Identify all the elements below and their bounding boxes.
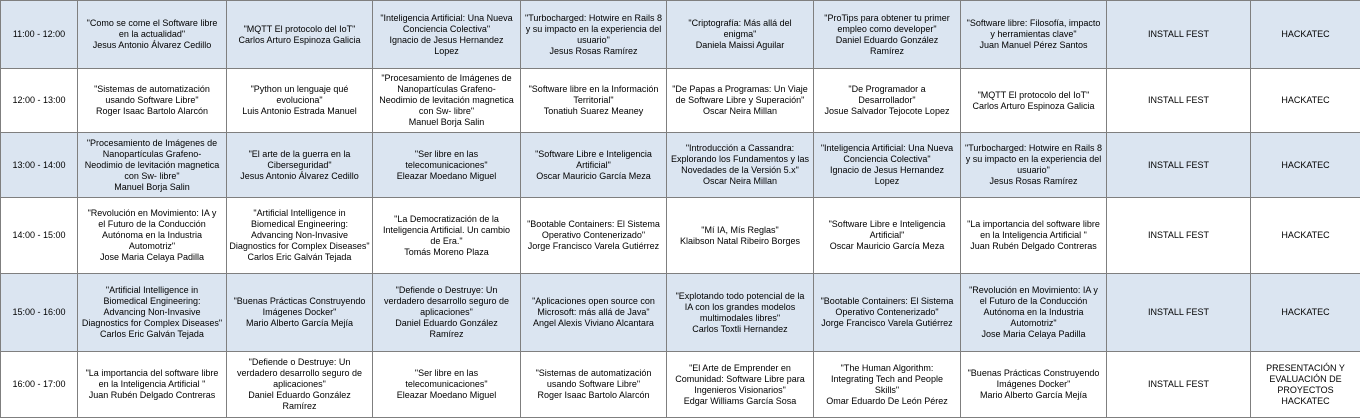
session-cell — [78, 198, 227, 274]
time-slot: 16:00 - 17:00 — [1, 352, 78, 418]
session-cell — [814, 133, 961, 198]
talk-title: "Como se come el Software libre en la actualidad" — [86, 18, 218, 39]
talk-speaker: Carlos Eric Galván Tejada — [247, 252, 352, 262]
session-cell — [78, 1, 227, 69]
talk-title: "Software libre: Filosofía, impacto y herramientas clave" — [966, 18, 1101, 39]
talk-title: "Aplicaciones open source con Microsoft: más allá de Java" — [532, 296, 655, 317]
talk-speaker: Jose Maria Celaya Padilla — [981, 329, 1086, 339]
talk-title: "Software Libre e Inteligencia Artificial" — [535, 148, 652, 170]
session-cell — [78, 352, 227, 418]
hackatec-cell: HACKATEC — [1251, 1, 1360, 69]
talk-title: "De Programador a Desarrollador" — [848, 84, 926, 105]
talk-title: "Turbocharged: Hotwire en Rails 8 y su impacto en la experiencia del usuario" — [965, 143, 1102, 175]
session-cell — [961, 69, 1107, 133]
session-cell — [78, 274, 227, 352]
talk-title: "Ser libre en las telecomunicaciones" — [405, 148, 488, 170]
session-cell — [521, 69, 667, 133]
session-cell — [373, 352, 521, 418]
talk-title: "Software Libre e Inteligencia Artificial" — [828, 219, 946, 240]
session-cell — [227, 69, 373, 133]
talk-speaker: Jesus Rosas Ramírez — [549, 45, 638, 56]
session-cell — [373, 274, 521, 352]
talk-speaker: Tomás Moreno Plaza — [404, 246, 489, 257]
session-cell — [78, 69, 227, 133]
talk-speaker: Omar Eduardo De León Pérez — [826, 395, 948, 406]
talk-title: "Mí IA, Mís Reglas" — [701, 224, 779, 235]
time-slot: 13:00 - 14:00 — [1, 133, 78, 198]
talk-title: "Ser libre en las telecomunicaciones" — [405, 368, 488, 389]
talk-title: "Buenas Prácticas Construyendo Imágenes Docker" — [967, 368, 1100, 389]
session-cell — [373, 133, 521, 198]
talk-title: "Artificial Intelligence in Biomedical Engineering: Advancing Non-Invasive Diagnostics for Complex Diseases" — [229, 208, 370, 251]
talk-title: "Inteligencia Artificial: Una Nueva Conciencia Colectiva" — [380, 12, 513, 34]
talk-speaker: Jose Maria Celaya Padilla — [99, 252, 205, 262]
talk-speaker: Jorge Francisco Varela Gutiérrez — [821, 318, 953, 328]
talk-speaker: Oscar Neira Millan — [702, 176, 778, 186]
session-cell — [961, 1, 1107, 69]
hackatec-cell: HACKATEC — [1251, 198, 1360, 274]
session-cell — [961, 133, 1107, 198]
talk-speaker: Juan Rubén Delgado Contreras — [88, 390, 216, 400]
talk-speaker: Tonatiuh Suarez Meaney — [543, 106, 644, 116]
talk-title: "Software libre en la Información Territorial" — [528, 84, 659, 105]
time-slot: 15:00 - 16:00 — [1, 274, 78, 352]
session-cell — [227, 274, 373, 352]
talk-title: "Introducción a Cassandra: Explorando los Fundamentos y las Novedades de la Versión 5.x" — [670, 143, 810, 175]
session-cell — [814, 274, 961, 352]
talk-speaker: Angel Alexis Viviano Alcantara — [533, 318, 654, 328]
talk-speaker: Manuel Borja Salin — [408, 117, 485, 127]
session-cell — [373, 1, 521, 69]
talk-speaker: Daniel Eduardo González Ramírez — [248, 390, 351, 411]
talk-speaker: Jorge Francisco Varela Gutiérrez — [527, 241, 660, 251]
talk-speaker: Mario Alberto García Mejía — [245, 318, 354, 328]
talk-speaker: Carlos Eric Galván Tejada — [100, 329, 204, 339]
talk-speaker: Juan Rubén Delgado Contreras — [970, 241, 1097, 251]
session-cell — [667, 69, 814, 133]
talk-speaker: Roger Isaac Bartolo Alarcón — [537, 390, 650, 400]
install-fest-cell: INSTALL FEST — [1107, 198, 1251, 274]
talk-title: "Inteligencia Artificial: Una Nueva Conciencia Colectiva" — [820, 143, 954, 164]
hackatec-cell: HACKATEC — [1251, 133, 1360, 198]
talk-title: "Defiende o Destruye: Un verdadero desarrollo seguro de aplicaciones" — [383, 285, 510, 317]
session-cell — [521, 133, 667, 198]
schedule-row — [1, 133, 1360, 198]
session-cell — [521, 352, 667, 418]
install-fest-cell: INSTALL FEST — [1107, 1, 1251, 69]
talk-title: "Defiende o Destruye: Un verdadero desarrollo seguro de aplicaciones" — [236, 357, 363, 389]
talk-title: "Artificial Intelligence in Biomedical Engineering: Advancing Non-Invasive Diagnostics for Complex Diseases" — [81, 285, 223, 328]
schedule-row — [1, 69, 1360, 133]
session-cell — [814, 1, 961, 69]
talk-speaker: Josue Salvador Tejocote Lopez — [824, 106, 950, 116]
talk-speaker: Luis Antonio Estrada Manuel — [242, 106, 357, 116]
install-fest-cell: INSTALL FEST — [1107, 352, 1251, 418]
talk-title: "Python un lenguaje qué evoluciona" — [250, 84, 349, 105]
time-slot: 11:00 - 12:00 — [1, 1, 78, 69]
talk-title: "Explotando todo potencial de la IA con los grandes modelos multimodales libres" — [675, 290, 805, 323]
talk-title: "Buenas Prácticas Construyendo Imágenes Docker" — [233, 296, 366, 317]
talk-speaker: Carlos Toxtli Hernandez — [692, 323, 788, 334]
schedule-row — [1, 198, 1360, 274]
talk-title: "La importancia del software libre en la Inteligencia Artificial " — [967, 219, 1100, 240]
session-cell — [814, 69, 961, 133]
talk-title: "Sistemas de automatización usando Software Libre" — [535, 368, 652, 389]
talk-title: "El Arte de Emprender en Comunidad: Software Libre para Ingenieros Visionarios" — [675, 362, 805, 395]
talk-speaker: Eleazar Moedano Miguel — [396, 390, 497, 400]
talk-speaker: Jesus Antonio Álvarez Cedillo — [92, 40, 212, 50]
talk-speaker: Mario Alberto García Mejía — [979, 390, 1088, 400]
talk-speaker: Carlos Arturo Espinoza Galicia — [238, 34, 361, 45]
talk-title: "El arte de la guerra en la Ciberseguridad" — [248, 148, 351, 170]
schedule-row — [1, 274, 1360, 352]
time-slot: 12:00 - 13:00 — [1, 69, 78, 133]
talk-title: "Sistemas de automatización usando Software Libre" — [94, 84, 210, 105]
session-cell — [814, 198, 961, 274]
schedule-row — [1, 1, 1360, 69]
talk-speaker: Eleazar Moedano Miguel — [396, 170, 497, 181]
talk-title: "Procesamiento de Imágenes de Nanopartículas Grafeno- Neodimio de levitación magnetica con Sw- libre" — [379, 73, 514, 116]
session-cell — [667, 352, 814, 418]
schedule-body — [1, 1, 1360, 418]
schedule-row — [1, 352, 1360, 418]
talk-title: "ProTips para obtener tu primer empleo como developer" — [824, 12, 950, 34]
talk-title: "Revolución en Movimiento: IA y el Futuro de la Conducción Autónoma en la Industria Automotriz" — [87, 208, 217, 251]
session-cell — [373, 198, 521, 274]
talk-speaker: Klaibson Natal Ribeiro Borges — [679, 235, 801, 246]
talk-title: "MQTT El protocolo del IoT" — [243, 23, 356, 34]
talk-speaker: Roger Isaac Bartolo Alarcón — [95, 106, 209, 116]
talk-speaker: Oscar Neira Millan — [702, 106, 778, 116]
talk-speaker: Oscar Mauricio García Meza — [536, 170, 651, 181]
time-slot: 14:00 - 15:00 — [1, 198, 78, 274]
session-cell — [521, 274, 667, 352]
session-cell — [521, 198, 667, 274]
talk-speaker: Jesus Rosas Ramírez — [989, 176, 1078, 186]
hackatec-cell: PRESENTACIÓN Y EVALUACIÓN DE PROYECTOS HACKATEC — [1251, 352, 1360, 418]
session-cell — [521, 1, 667, 69]
install-fest-cell: INSTALL FEST — [1107, 133, 1251, 198]
talk-speaker: Daniela Maissi Aguilar — [695, 40, 785, 50]
session-cell — [814, 352, 961, 418]
talk-title: "La Democratización de la Inteligencia Artificial. Un cambio de Era." — [382, 213, 511, 246]
talk-speaker: Manuel Borja Salin — [114, 181, 190, 192]
install-fest-cell: INSTALL FEST — [1107, 274, 1251, 352]
talk-title: "Procesamiento de Imágenes de Nanopartículas Grafeno- Neodimio de levitación magnetica con Sw- libre" — [84, 137, 220, 181]
session-cell — [78, 133, 227, 198]
install-fest-cell: INSTALL FEST — [1107, 69, 1251, 133]
talk-speaker: Jesus Antonio Álvarez Cedillo — [240, 170, 359, 181]
talk-title: "La importancia del software libre en la Inteligencia Artificial " — [85, 368, 219, 389]
talk-title: "Criptografía: Más allá del enigma" — [688, 18, 792, 39]
session-cell — [227, 198, 373, 274]
talk-title: "Bootable Containers: El Sistema Operativo Contenerizado" — [820, 296, 954, 317]
talk-speaker: Daniel Eduardo González Ramírez — [395, 318, 498, 339]
session-cell — [227, 133, 373, 198]
talk-title: "Revolución en Movimiento: IA y el Futuro de la Conducción Autónoma en la Industria Automotriz" — [969, 285, 1098, 328]
talk-speaker: Carlos Arturo Espinoza Galicia — [972, 100, 1095, 111]
hackatec-cell: HACKATEC — [1251, 69, 1360, 133]
session-cell — [667, 1, 814, 69]
talk-speaker: Ignacio de Jesus Hernandez Lopez — [389, 34, 504, 56]
talk-title: "Bootable Containers: El Sistema Operativo Contenerizado" — [527, 219, 660, 240]
hackatec-cell: HACKATEC — [1251, 274, 1360, 352]
talk-title: "Turbocharged: Hotwire en Rails 8 y su impacto en la experiencia del usuario" — [525, 12, 662, 45]
session-cell — [667, 133, 814, 198]
talk-speaker: Edgar Williams García Sosa — [683, 395, 797, 406]
talk-title: "De Papas a Programas: Un Viaje de Software Libre y Superación" — [672, 84, 808, 105]
session-cell — [227, 1, 373, 69]
talk-speaker: Daniel Eduardo González Ramírez — [835, 34, 939, 56]
session-cell — [227, 352, 373, 418]
session-cell — [667, 198, 814, 274]
talk-title: "The Human Algorithm: Integrating Tech and People Skills" — [831, 362, 943, 395]
talk-title: "MQTT El protocolo del IoT" — [977, 89, 1090, 100]
talk-speaker: Ignacio de Jesus Hernandez Lopez — [829, 165, 945, 186]
session-cell — [667, 274, 814, 352]
talk-speaker: Oscar Mauricio García Meza — [829, 241, 945, 251]
session-cell — [961, 274, 1107, 352]
session-cell — [961, 198, 1107, 274]
session-cell — [373, 69, 521, 133]
talk-speaker: Juan Manuel Pérez Santos — [979, 40, 1088, 50]
session-cell — [961, 352, 1107, 418]
